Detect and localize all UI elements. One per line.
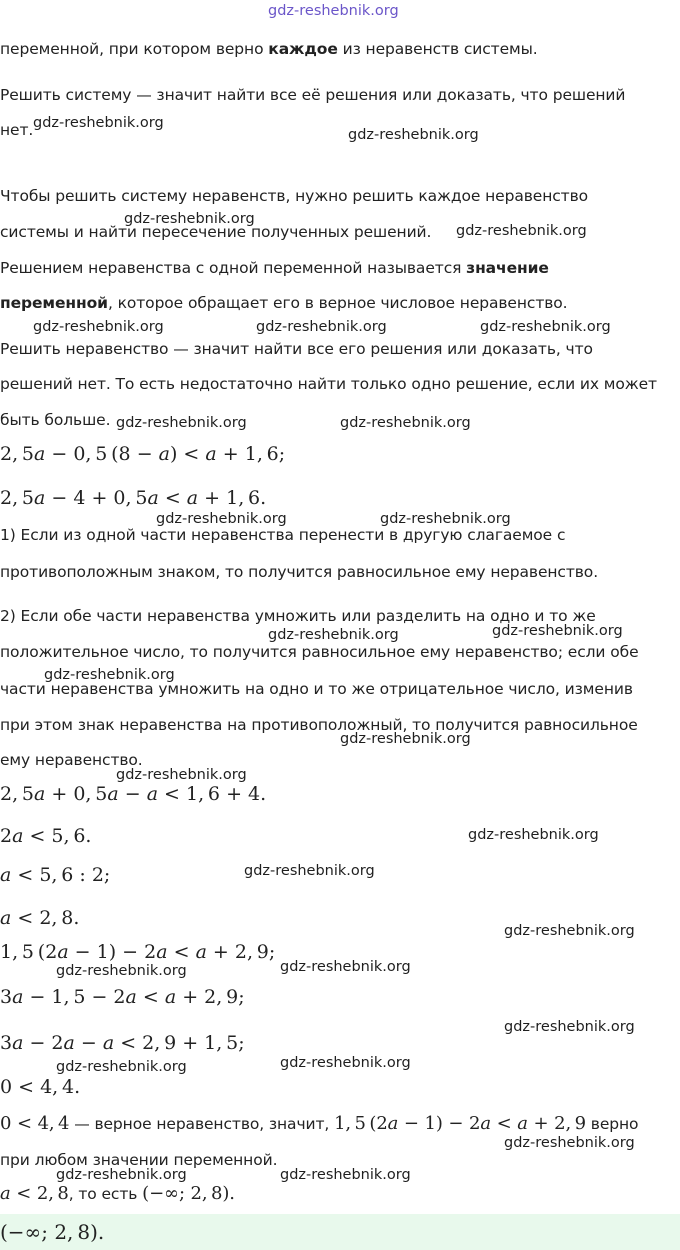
text-p3-line2: системы и найти пересечение полученных решений. [0,223,432,241]
watermark-text: gdz-reshebnik.org [268,627,399,643]
watermark-text: gdz-reshebnik.org [492,623,623,639]
text-p2-line2: нет. [0,121,34,139]
math-line-8: 3a − 1, 5 − 2a < a + 2, 9; [0,986,245,1008]
watermark-text: gdz-reshebnik.org [348,127,479,143]
watermark-text: gdz-reshebnik.org [504,1135,635,1151]
text-conclusion-line3: a < 2, 8, то есть (−∞; 2, 8). [0,1183,235,1204]
watermark-text: gdz-reshebnik.org [33,115,164,131]
watermark-text: gdz-reshebnik.org [56,963,187,979]
math-line-2: 2, 5a − 4 + 0, 5a < a + 1, 6. [0,487,267,509]
watermark-text: gdz-reshebnik.org [280,1055,411,1071]
text-p5-line2: решений нет. То есть недостаточно найти только одно решение, если их может [0,375,657,393]
math-line-1: 2, 5a − 0, 5 (8 − a) < a + 1, 6; [0,443,286,465]
text-rule1-line1: 1) Если из одной части неравенства перенести в другую слагаемое с [0,526,566,544]
watermark-text: gdz-reshebnik.org [156,511,287,527]
watermark-text: gdz-reshebnik.org [456,223,587,239]
watermark-text: gdz-reshebnik.org [244,863,375,879]
answer-box [0,1214,680,1250]
text-p4-line2: переменной, которое обращает его в верное числовое неравенство. [0,294,568,312]
watermark-text: gdz-reshebnik.org [340,415,471,431]
watermark-text: gdz-reshebnik.org [340,731,471,747]
text-p5-line3: быть больше. [0,411,111,429]
text-rule2-line4: при этом знак неравенства на противоположный, то получится равносильное [0,716,638,734]
watermark-text: gdz-reshebnik.org [116,415,247,431]
watermark-text: gdz-reshebnik.org [280,959,411,975]
text-p2-line1: Решить систему — значит найти все её решения или доказать, что решений [0,86,626,104]
math-line-9: 3a − 2a − a < 2, 9 + 1, 5; [0,1032,245,1054]
text-rule2-line3: части неравенства умножить на одно и то же отрицательное число, изменив [0,680,633,698]
answer-math: (−∞; 2, 8). [0,1220,105,1244]
watermark-text: gdz-reshebnik.org [116,767,247,783]
watermark-text: gdz-reshebnik.org [480,319,611,335]
text-rule2-line5: ему неравенство. [0,751,143,769]
math-line-6: a < 2, 8. [0,907,80,929]
watermark-text: gdz-reshebnik.org [380,511,511,527]
watermark-text: gdz-reshebnik.org [504,1019,635,1035]
math-line-10: 0 < 4, 4. [0,1076,81,1098]
text-p5-line1: Решить неравенство — значит найти все его решения или доказать, что [0,340,593,358]
math-line-3: 2, 5a + 0, 5a − a < 1, 6 + 4. [0,783,267,805]
watermark-text: gdz-reshebnik.org [56,1167,187,1183]
math-line-7: 1, 5 (2a − 1) − 2a < a + 2, 9; [0,941,276,963]
text-conclusion-line2: при любом значении переменной. [0,1151,278,1169]
math-line-4: 2a < 5, 6. [0,825,92,847]
watermark-text: gdz-reshebnik.org [468,827,599,843]
text-rule2-line1: 2) Если обе части неравенства умножить или разделить на одно и то же [0,607,596,625]
text-p3-line1: Чтобы решить систему неравенств, нужно решить каждое неравенство [0,187,589,205]
text-p1: переменной, при котором верно каждое из неравенств системы. [0,40,538,58]
watermark-text: gdz-reshebnik.org [124,211,255,227]
math-line-5: a < 5, 6 : 2; [0,864,111,886]
watermark-text: gdz-reshebnik.org [44,667,175,683]
watermark-text: gdz-reshebnik.org [504,923,635,939]
text-rule2-line2: положительное число, то получится равносильное ему неравенство; если обе [0,643,639,661]
watermark-text: gdz-reshebnik.org [33,319,164,335]
text-rule1-line2: противоположным знаком, то получится равносильное ему неравенство. [0,563,599,581]
text-p4-line1: Решением неравенства с одной переменной называется значение [0,259,549,277]
watermark-text: gdz-reshebnik.org [256,319,387,335]
watermark-text: gdz-reshebnik.org [56,1059,187,1075]
header-watermark: gdz-reshebnik.org [268,3,399,19]
watermark-text: gdz-reshebnik.org [280,1167,411,1183]
text-conclusion-line1: 0 < 4, 4 — верное неравенство, значит, 1, 5 (2a − 1) − 2a < a + 2, 9 верно [0,1113,639,1134]
